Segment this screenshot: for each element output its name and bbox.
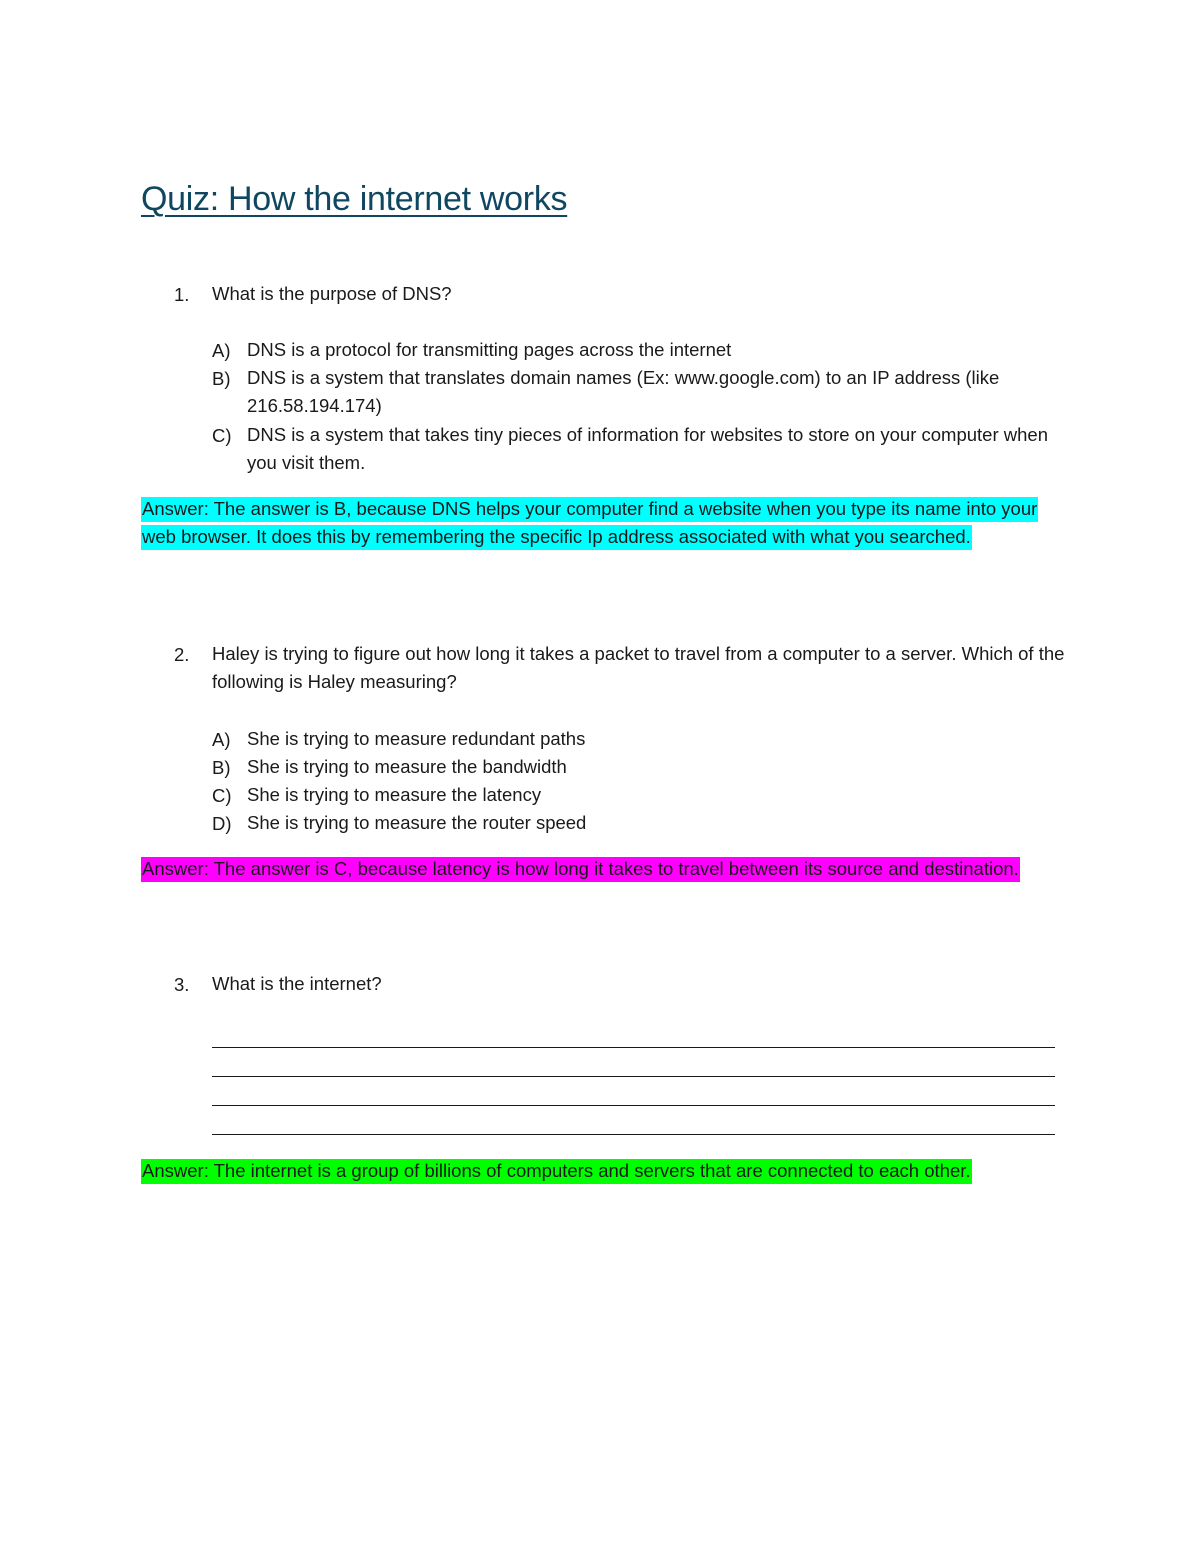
question-1-number: 1. [174, 284, 190, 305]
question-1-option-a-text: DNS is a protocol for transmitting pages across the internet [247, 339, 732, 360]
question-1-option-b-text: DNS is a system that translates domain names (Ex: www.google.com) to an IP address (like 216.58.194.174) [247, 367, 1000, 416]
answer-blank-line[interactable] [212, 1076, 1055, 1077]
question-2-option-d-letter: D) [212, 813, 232, 834]
question-1-answer-highlight: Answer: The answer is B, because DNS helps your computer find a website when you type its name into your web browser. It does this by remembering the specific Ip address associated with what you searched. [141, 497, 1038, 550]
question-2-option-d-text: She is trying to measure the router speed [247, 812, 587, 833]
question-2-answer-highlight: Answer: The answer is C, because latency is how long it takes to travel between its source and destination. [141, 857, 1020, 882]
question-2-option-b-text: She is trying to measure the bandwidth [247, 756, 567, 777]
answer-blank-line[interactable] [212, 1134, 1055, 1135]
question-3-answer [141, 1157, 1061, 1185]
question-2-number: 2. [174, 644, 190, 665]
question-1-text: What is the purpose of DNS? [212, 283, 452, 304]
question-1-answer [141, 495, 1061, 551]
question-2-option-b-letter: B) [212, 757, 231, 778]
answer-blank-line[interactable] [212, 1047, 1055, 1048]
page-title: Quiz: How the internet works [141, 180, 568, 218]
question-1-option-a-letter: A) [212, 340, 231, 361]
answer-blank-line[interactable] [212, 1105, 1055, 1106]
question-1-option-b-letter: B) [212, 368, 231, 389]
question-1-option-c-text: DNS is a system that takes tiny pieces of information for websites to store on your computer when you visit them. [247, 424, 1048, 473]
question-1-option-c-letter: C) [212, 425, 232, 446]
question-2-option-c-text: She is trying to measure the latency [247, 784, 542, 805]
question-3-number: 3. [174, 974, 190, 995]
question-2-answer [141, 855, 1061, 883]
question-2-option-a-text: She is trying to measure redundant paths [247, 728, 586, 749]
question-2-option-a-letter: A) [212, 729, 231, 750]
question-2-text: Haley is trying to figure out how long it takes a packet to travel from a computer to a server. Which of the following is Haley measuring? [212, 643, 1065, 692]
question-2-option-c-letter: C) [212, 785, 232, 806]
question-3-text: What is the internet? [212, 973, 382, 994]
question-3-answer-highlight: Answer: The internet is a group of billions of computers and servers that are connected to each other. [141, 1159, 972, 1184]
